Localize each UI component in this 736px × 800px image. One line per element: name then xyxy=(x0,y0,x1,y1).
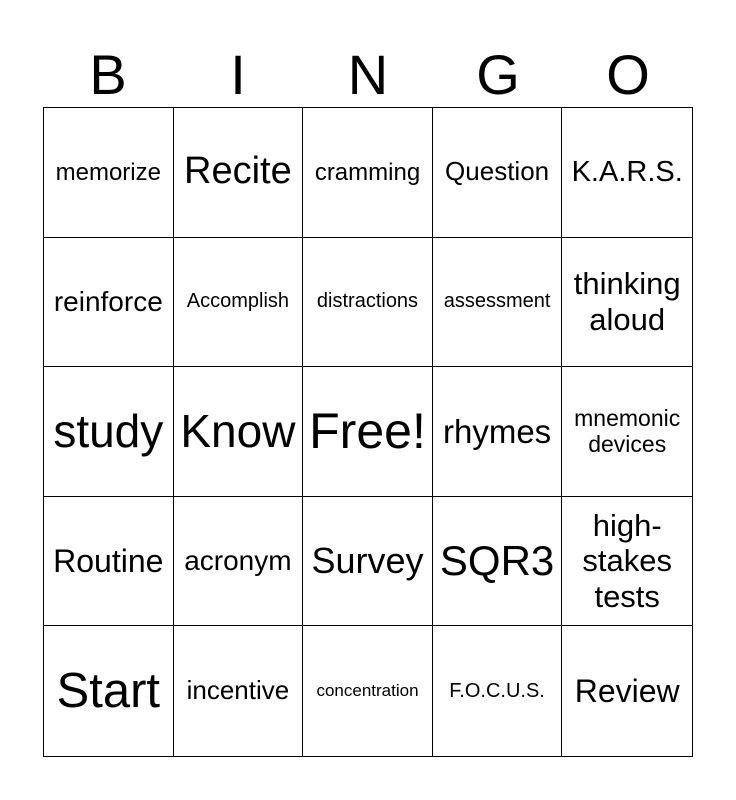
bingo-header xyxy=(43,42,693,108)
header-letter-i: I xyxy=(230,43,246,106)
bingo-cell[interactable]: SQR3 xyxy=(433,497,563,627)
bingo-cell[interactable]: mnemonic devices xyxy=(562,367,692,497)
bingo-cell[interactable]: concentration xyxy=(303,626,433,756)
bingo-cell[interactable]: reinforce xyxy=(44,238,174,368)
bingo-cell[interactable]: Question xyxy=(433,108,563,238)
bingo-cell[interactable]: Know xyxy=(174,367,304,497)
header-letter-b: B xyxy=(89,43,127,106)
bingo-cell[interactable]: memorize xyxy=(44,108,174,238)
bingo-cell[interactable]: Start xyxy=(44,626,174,756)
bingo-cell[interactable]: Routine xyxy=(44,497,174,627)
bingo-cell[interactable]: rhymes xyxy=(433,367,563,497)
bingo-cell-free[interactable]: Free! xyxy=(303,367,433,497)
header-letter-o: O xyxy=(606,43,650,106)
bingo-cell[interactable]: thinking aloud xyxy=(562,238,692,368)
header-letter-g: G xyxy=(476,43,520,106)
bingo-cell[interactable]: Accomplish xyxy=(174,238,304,368)
bingo-cell[interactable]: assessment xyxy=(433,238,563,368)
header-letter-n: N xyxy=(347,43,389,106)
bingo-cell[interactable]: acronym xyxy=(174,497,304,627)
bingo-cell[interactable]: incentive xyxy=(174,626,304,756)
bingo-cell[interactable]: high-stakes tests xyxy=(562,497,692,627)
bingo-cell[interactable]: K.A.R.S. xyxy=(562,108,692,238)
bingo-cell[interactable]: study xyxy=(44,367,174,497)
bingo-card xyxy=(43,107,693,757)
bingo-cell[interactable]: F.O.C.U.S. xyxy=(433,626,563,756)
bingo-cell[interactable]: Survey xyxy=(303,497,433,627)
bingo-cell[interactable]: distractions xyxy=(303,238,433,368)
bingo-cell[interactable]: Recite xyxy=(174,108,304,238)
bingo-cell[interactable]: cramming xyxy=(303,108,433,238)
bingo-cell[interactable]: Review xyxy=(574,672,680,709)
